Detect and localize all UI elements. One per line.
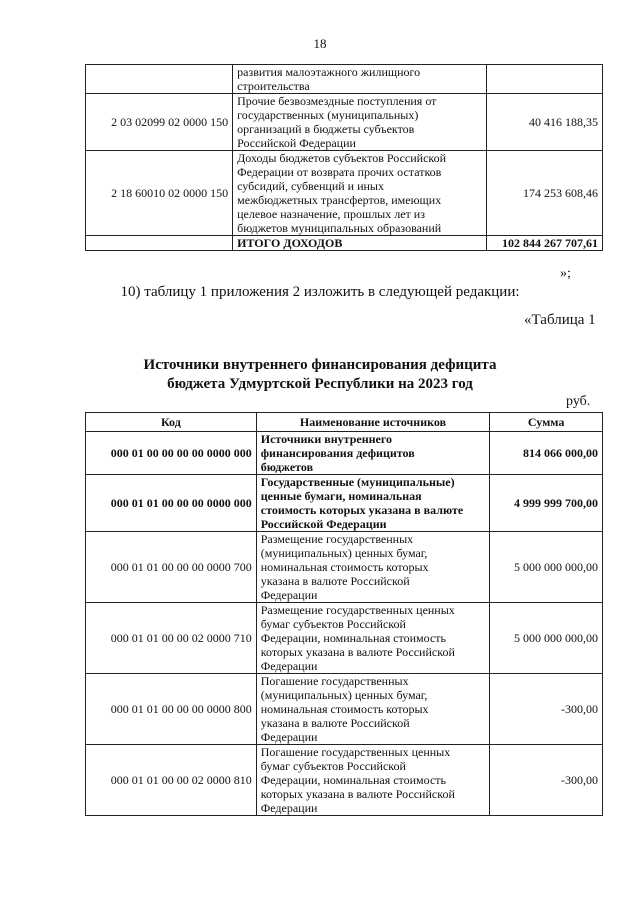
row-name-line: Федерации — [260, 801, 318, 815]
row-code: 000 01 01 00 00 00 0000 800 — [86, 674, 257, 745]
table-caption: «Таблица 1 — [524, 312, 596, 328]
row-name-line: Размещение государственных ценных — [260, 603, 455, 617]
row-name-line: (муниципальных) ценных бумаг, — [260, 546, 428, 560]
row-name-line: номинальная стоимость которых — [260, 560, 429, 574]
row-name-line: строительства — [237, 79, 310, 93]
row-name — [233, 65, 487, 94]
row-name-line: указана в валюте Российской — [260, 716, 410, 730]
row-name-line: ценные бумаги, номинальная — [260, 489, 422, 503]
row-code: 000 01 01 00 00 02 0000 810 — [86, 745, 257, 816]
header-name: Наименование источников — [256, 413, 489, 432]
row-sum: -300,00 — [490, 745, 603, 816]
row-code — [86, 65, 233, 94]
table-row — [86, 94, 603, 151]
row-code: 000 01 01 00 00 00 0000 000 — [86, 475, 257, 532]
instruction-text: 10) таблицу 1 приложения 2 изложить в следующей редакции: — [120, 284, 520, 300]
title-line-1: Источники внутреннего финансирования дефицита — [143, 357, 497, 373]
row-name-line: указана в валюте Российской — [260, 574, 410, 588]
title-line-2: бюджета Удмуртской Республики на 2023 год — [167, 376, 473, 392]
row-name-line: Федерации — [260, 588, 318, 602]
row-name-line: Федерации, номинальная стоимость — [260, 773, 446, 787]
table-row — [86, 475, 603, 532]
header-code: Код — [86, 413, 257, 432]
row-name-line: государственных (муниципальных) — [237, 108, 419, 122]
table-row — [86, 745, 603, 816]
row-name-line: Погашение государственных — [260, 674, 409, 688]
row-name-line: организаций в бюджеты субъектов — [237, 122, 415, 136]
row-name — [256, 674, 489, 745]
row-name-line: субсидий, субвенций и иных — [237, 179, 384, 193]
row-name-line: Прочие безвозмездные поступления от — [237, 94, 437, 108]
table-row — [86, 532, 603, 603]
row-code: 000 01 00 00 00 00 0000 000 — [86, 432, 257, 475]
row-sum: 814 066 000,00 — [490, 432, 603, 475]
row-name — [256, 475, 489, 532]
row-sum: -300,00 — [490, 674, 603, 745]
row-code: 000 01 01 00 00 00 0000 700 — [86, 532, 257, 603]
row-code: 2 18 60010 02 0000 150 — [86, 151, 233, 236]
row-name-line: стоимость которых указана в валюте — [260, 503, 464, 517]
row-name-line: Федерации — [260, 730, 318, 744]
table-row — [86, 674, 603, 745]
row-name-line: бумаг субъектов Российской — [260, 759, 406, 773]
table-row — [86, 236, 603, 251]
table-row — [86, 151, 603, 236]
row-name-line: бюджетов муниципальных образований — [237, 221, 442, 235]
table-header-row — [86, 413, 603, 432]
row-name — [233, 236, 487, 251]
row-name-line: Погашение государственных ценных — [260, 745, 451, 759]
row-name-line: Источники внутреннего — [260, 432, 392, 446]
header-sum: Сумма — [490, 413, 603, 432]
row-name-line: Российской Федерации — [260, 517, 387, 531]
page-number: 18 — [313, 36, 327, 51]
income-table — [85, 64, 603, 251]
row-name — [256, 745, 489, 816]
row-name — [256, 603, 489, 674]
row-name-line: развития малоэтажного жилищного — [237, 65, 421, 79]
table-row — [86, 603, 603, 674]
row-sum — [486, 65, 602, 94]
table-row — [86, 65, 603, 94]
row-name-line: Государственные (муниципальные) — [260, 475, 455, 489]
row-name-line: номинальная стоимость которых — [260, 702, 429, 716]
row-name-line: Доходы бюджетов субъектов Российской — [237, 151, 447, 165]
row-name-line: которых указана в валюте Российской — [260, 645, 455, 659]
row-name-line: бумаг субъектов Российской — [260, 617, 406, 631]
row-name-line: межбюджетных трансфертов, имеющих — [237, 193, 442, 207]
row-name-line: (муниципальных) ценных бумаг, — [260, 688, 428, 702]
document-title — [0, 356, 640, 394]
row-code: 000 01 01 00 00 02 0000 710 — [86, 603, 257, 674]
row-name — [256, 432, 489, 475]
row-name-line: финансирования дефицитов — [260, 446, 415, 460]
row-name — [256, 532, 489, 603]
row-name — [233, 151, 487, 236]
row-name-line: бюджетов — [260, 460, 314, 474]
row-sum: 40 416 188,35 — [486, 94, 602, 151]
closing-quote: »; — [560, 266, 571, 281]
currency-label: руб. — [566, 394, 591, 409]
row-name-line: Федерации, номинальная стоимость — [260, 631, 446, 645]
row-name-line: Размещение государственных — [260, 532, 414, 546]
row-name-line: Российской Федерации — [237, 136, 356, 150]
row-sum: 5 000 000 000,00 — [490, 532, 603, 603]
sources-table — [85, 412, 603, 816]
row-name-line: ИТОГО ДОХОДОВ — [237, 236, 343, 250]
row-sum: 5 000 000 000,00 — [490, 603, 603, 674]
row-name-line: Федерации — [260, 659, 318, 673]
table-row — [86, 432, 603, 475]
row-code — [86, 236, 233, 251]
row-code: 2 03 02099 02 0000 150 — [86, 94, 233, 151]
row-sum: 102 844 267 707,61 — [486, 236, 602, 251]
row-name-line: Федерации от возврата прочих остатков — [237, 165, 442, 179]
row-sum: 4 999 999 700,00 — [490, 475, 603, 532]
row-name-line: целевое назначение, прошлых лет из — [237, 207, 425, 221]
row-name — [233, 94, 487, 151]
row-name-line: которых указана в валюте Российской — [260, 787, 455, 801]
row-sum: 174 253 608,46 — [486, 151, 602, 236]
